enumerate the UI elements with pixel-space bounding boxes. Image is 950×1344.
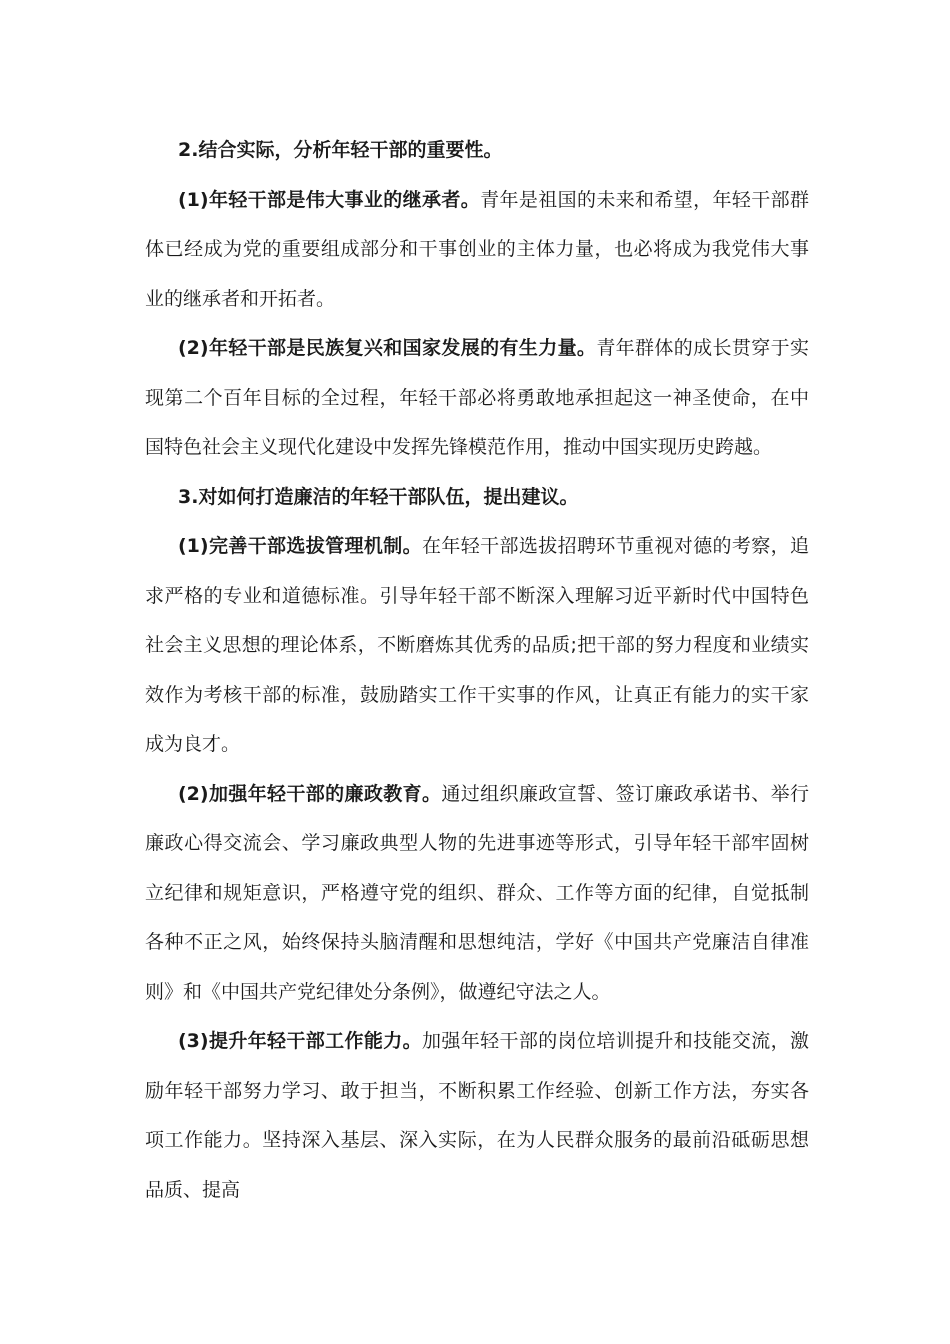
section-3-item-3-body: 加强年轻干部的岗位培训提升和技能交流，激励年轻干部努力学习、敢于担当，不断积累工作经验、创新工作方法，夯实各项工作能力。坚持深入基层、深入实际，在为人民群众服务的最前沿砥砺思想品质、提高 <box>145 1030 809 1201</box>
section-2-heading: 2.结合实际，分析年轻干部的重要性。 <box>178 139 503 161</box>
section-2-item-1 <box>145 176 809 325</box>
section-3-item-2 <box>145 770 809 1018</box>
section-2-item-2 <box>145 324 809 473</box>
document-body <box>145 126 809 1215</box>
section-2-item-1-body: 青年是祖国的未来和希望，年轻干部群体已经成为党的重要组成部分和干事创业的主体力量，也必将成为我党伟大事业的继承者和开拓者。 <box>145 188 809 310</box>
section-3-item-3 <box>145 1017 809 1215</box>
section-2-item-2-lead: (2)年轻干部是民族复兴和国家发展的有生力量。 <box>178 337 597 359</box>
section-2-item-2-body: 青年群体的成长贯穿于实现第二个百年目标的全过程，年轻干部必将勇敢地承担起这一神圣使命，在中国特色社会主义现代化建设中发挥先锋模范作用，推动中国实现历史跨越。 <box>145 337 809 458</box>
section-3-item-1-lead: (1)完善干部选拔管理机制。 <box>178 535 422 557</box>
section-3-heading: 3.对如何打造廉洁的年轻干部队伍，提出建议。 <box>178 485 579 508</box>
section-3-item-3-lead: (3)提升年轻干部工作能力。 <box>178 1030 422 1052</box>
section-3-item-1 <box>145 522 809 770</box>
section-2-item-1-lead: (1)年轻干部是伟大事业的继承者。 <box>178 188 481 211</box>
section-3-item-2-lead: (2)加强年轻干部的廉政教育。 <box>178 782 442 805</box>
section-3-item-2-body: 通过组织廉政宣誓、签订廉政承诺书、举行廉政心得交流会、学习廉政典型人物的先进事迹等形式，引导年轻干部牢固树立纪律和规矩意识，严格遵守党的组织、群众、工作等方面的纪律，自觉抵制各种不正之风，始终保持头脑清醒和思想纯洁，学好《中国共产党廉洁自律准则》和《中国共产党纪律处分条例》，做遵纪守法之人。 <box>145 782 809 1003</box>
section-3-item-1-body: 在年轻干部选拔招聘环节重视对德的考察，追求严格的专业和道德标准。引导年轻干部不断深入理解习近平新时代中国特色社会主义思想的理论体系，不断磨炼其优秀的品质;把干部的努力程度和业绩实效作为考核干部的标准，鼓励踏实工作干实事的作风，让真正有能力的实干家成为良才。 <box>145 535 809 755</box>
